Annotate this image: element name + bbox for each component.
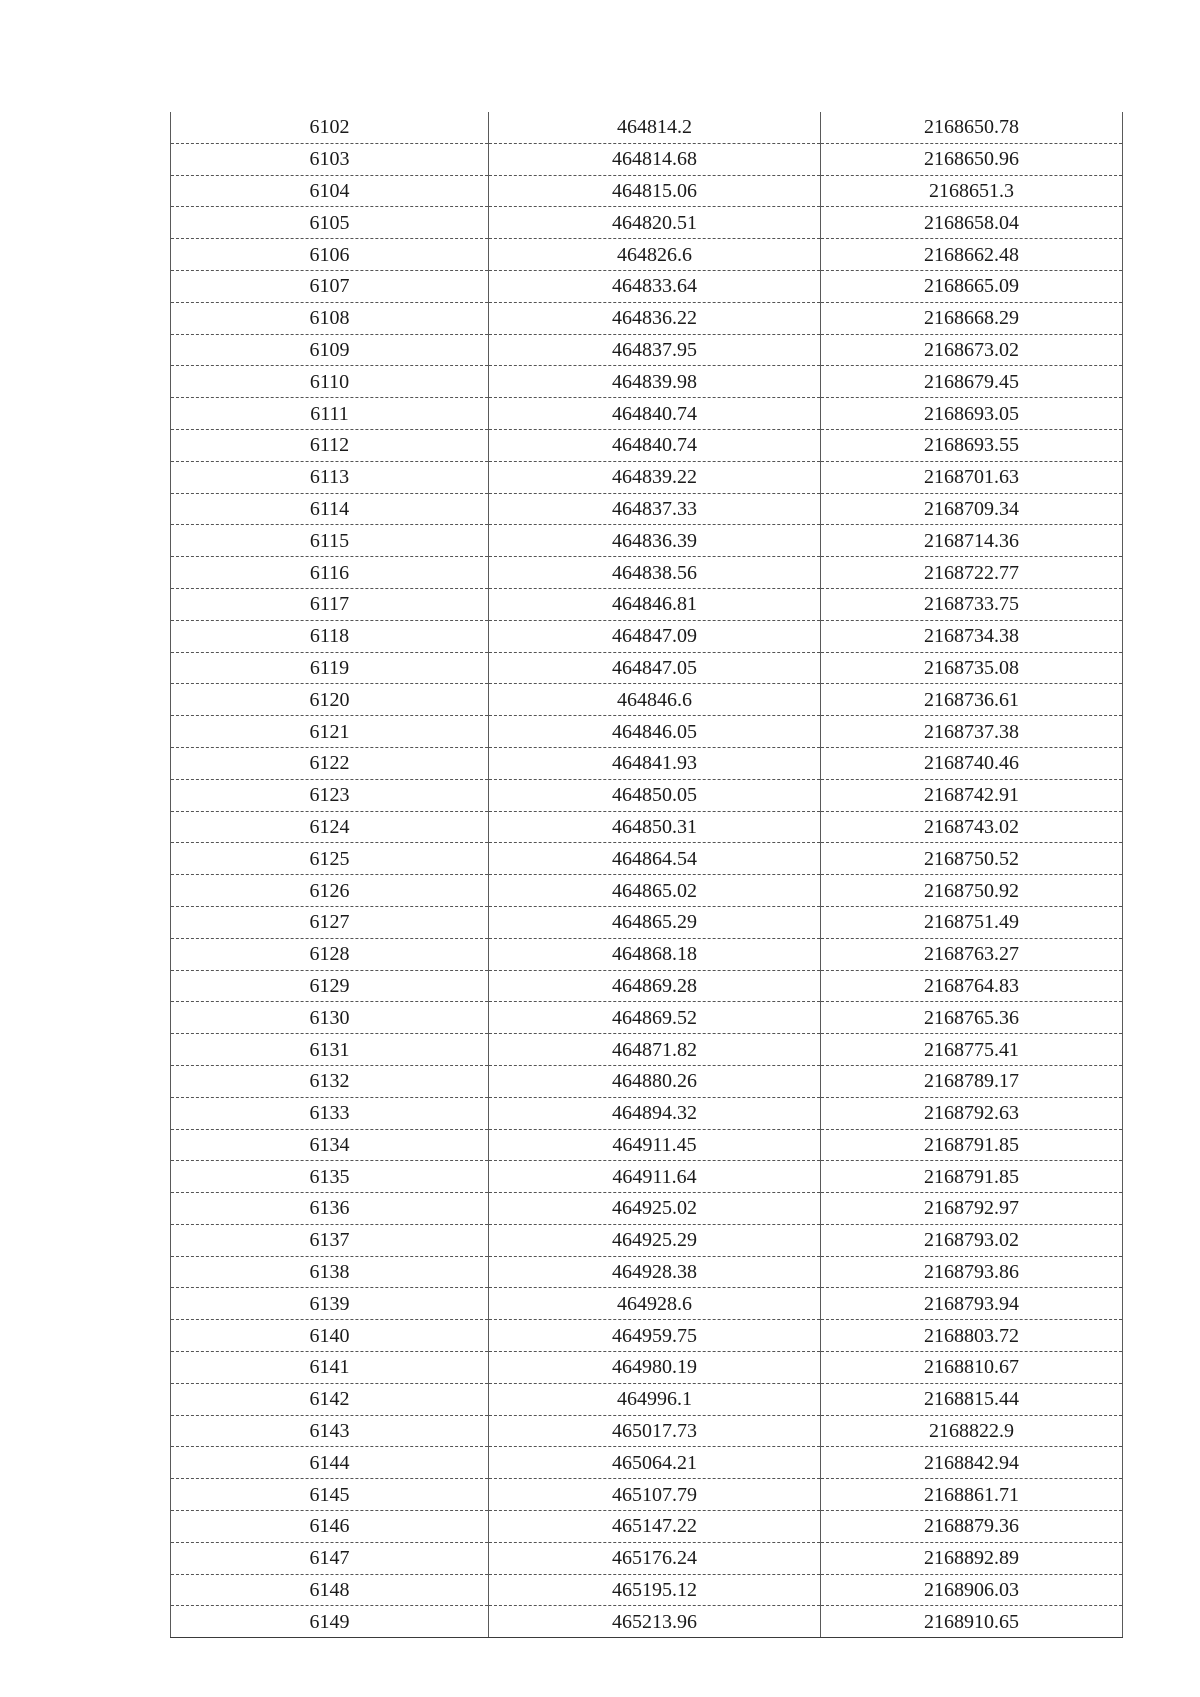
y-coordinate-cell: 2168665.09 — [821, 270, 1123, 302]
y-coordinate-cell: 2168793.94 — [821, 1288, 1123, 1320]
y-coordinate-cell: 2168734.38 — [821, 620, 1123, 652]
table-row — [171, 366, 1123, 398]
point-number-cell: 6131 — [171, 1034, 489, 1066]
y-coordinate-cell: 2168910.65 — [821, 1606, 1123, 1638]
x-coordinate-cell: 464838.56 — [489, 557, 821, 589]
y-coordinate-cell: 2168892.89 — [821, 1542, 1123, 1574]
table-row — [171, 557, 1123, 589]
y-coordinate-cell: 2168679.45 — [821, 366, 1123, 398]
y-coordinate-cell: 2168822.9 — [821, 1415, 1123, 1447]
y-coordinate-cell: 2168791.85 — [821, 1161, 1123, 1193]
table-row — [171, 302, 1123, 334]
table-row — [171, 906, 1123, 938]
table-row — [171, 1224, 1123, 1256]
x-coordinate-cell: 464814.2 — [489, 112, 821, 143]
table-row — [171, 779, 1123, 811]
table-row — [171, 970, 1123, 1002]
x-coordinate-cell: 464911.64 — [489, 1161, 821, 1193]
point-number-cell: 6133 — [171, 1097, 489, 1129]
y-coordinate-cell: 2168763.27 — [821, 938, 1123, 970]
table-row — [171, 461, 1123, 493]
point-number-cell: 6112 — [171, 429, 489, 461]
y-coordinate-cell: 2168737.38 — [821, 716, 1123, 748]
table-row — [171, 716, 1123, 748]
x-coordinate-cell: 465064.21 — [489, 1447, 821, 1479]
table-row — [171, 1479, 1123, 1511]
x-coordinate-cell: 464836.22 — [489, 302, 821, 334]
y-coordinate-cell: 2168842.94 — [821, 1447, 1123, 1479]
x-coordinate-cell: 464925.02 — [489, 1193, 821, 1225]
x-coordinate-cell: 465147.22 — [489, 1511, 821, 1543]
point-number-cell: 6139 — [171, 1288, 489, 1320]
table-row — [171, 1193, 1123, 1225]
x-coordinate-cell: 465195.12 — [489, 1574, 821, 1606]
point-number-cell: 6114 — [171, 493, 489, 525]
point-number-cell: 6138 — [171, 1256, 489, 1288]
table-row — [171, 1606, 1123, 1638]
y-coordinate-cell: 2168775.41 — [821, 1034, 1123, 1066]
table-row — [171, 620, 1123, 652]
x-coordinate-cell: 464871.82 — [489, 1034, 821, 1066]
table-row — [171, 1002, 1123, 1034]
y-coordinate-cell: 2168793.86 — [821, 1256, 1123, 1288]
coordinate-table-body — [171, 112, 1123, 1638]
x-coordinate-cell: 464837.33 — [489, 493, 821, 525]
y-coordinate-cell: 2168709.34 — [821, 493, 1123, 525]
point-number-cell: 6132 — [171, 1065, 489, 1097]
x-coordinate-cell: 464850.05 — [489, 779, 821, 811]
y-coordinate-cell: 2168658.04 — [821, 207, 1123, 239]
x-coordinate-cell: 464928.6 — [489, 1288, 821, 1320]
y-coordinate-cell: 2168673.02 — [821, 334, 1123, 366]
x-coordinate-cell: 464840.74 — [489, 429, 821, 461]
y-coordinate-cell: 2168736.61 — [821, 684, 1123, 716]
point-number-cell: 6103 — [171, 143, 489, 175]
y-coordinate-cell: 2168861.71 — [821, 1479, 1123, 1511]
x-coordinate-cell: 464820.51 — [489, 207, 821, 239]
table-row — [171, 239, 1123, 271]
x-coordinate-cell: 464959.75 — [489, 1320, 821, 1352]
point-number-cell: 6122 — [171, 747, 489, 779]
y-coordinate-cell: 2168789.17 — [821, 1065, 1123, 1097]
y-coordinate-cell: 2168743.02 — [821, 811, 1123, 843]
point-number-cell: 6113 — [171, 461, 489, 493]
point-number-cell: 6102 — [171, 112, 489, 143]
y-coordinate-cell: 2168792.63 — [821, 1097, 1123, 1129]
table-row — [171, 1097, 1123, 1129]
point-number-cell: 6142 — [171, 1383, 489, 1415]
x-coordinate-cell: 464864.54 — [489, 843, 821, 875]
table-row — [171, 684, 1123, 716]
table-row — [171, 1065, 1123, 1097]
point-number-cell: 6148 — [171, 1574, 489, 1606]
table-row — [171, 334, 1123, 366]
table-row — [171, 175, 1123, 207]
x-coordinate-cell: 464836.39 — [489, 525, 821, 557]
point-number-cell: 6116 — [171, 557, 489, 589]
point-number-cell: 6111 — [171, 398, 489, 430]
x-coordinate-cell: 464826.6 — [489, 239, 821, 271]
point-number-cell: 6125 — [171, 843, 489, 875]
table-row — [171, 429, 1123, 461]
x-coordinate-cell: 464925.29 — [489, 1224, 821, 1256]
point-number-cell: 6143 — [171, 1415, 489, 1447]
x-coordinate-cell: 465107.79 — [489, 1479, 821, 1511]
point-number-cell: 6121 — [171, 716, 489, 748]
y-coordinate-cell: 2168906.03 — [821, 1574, 1123, 1606]
x-coordinate-cell: 464869.52 — [489, 1002, 821, 1034]
point-number-cell: 6137 — [171, 1224, 489, 1256]
point-number-cell: 6106 — [171, 239, 489, 271]
y-coordinate-cell: 2168668.29 — [821, 302, 1123, 334]
point-number-cell: 6110 — [171, 366, 489, 398]
point-number-cell: 6115 — [171, 525, 489, 557]
x-coordinate-cell: 464850.31 — [489, 811, 821, 843]
table-row — [171, 112, 1123, 143]
x-coordinate-cell: 464837.95 — [489, 334, 821, 366]
table-row — [171, 525, 1123, 557]
y-coordinate-cell: 2168879.36 — [821, 1511, 1123, 1543]
y-coordinate-cell: 2168693.05 — [821, 398, 1123, 430]
y-coordinate-cell: 2168793.02 — [821, 1224, 1123, 1256]
point-number-cell: 6117 — [171, 588, 489, 620]
x-coordinate-cell: 465017.73 — [489, 1415, 821, 1447]
y-coordinate-cell: 2168701.63 — [821, 461, 1123, 493]
point-number-cell: 6108 — [171, 302, 489, 334]
table-row — [171, 1034, 1123, 1066]
point-number-cell: 6147 — [171, 1542, 489, 1574]
x-coordinate-cell: 464847.09 — [489, 620, 821, 652]
table-row — [171, 1352, 1123, 1384]
x-coordinate-cell: 464839.22 — [489, 461, 821, 493]
table-row — [171, 1415, 1123, 1447]
table-row — [171, 143, 1123, 175]
y-coordinate-cell: 2168651.3 — [821, 175, 1123, 207]
table-row — [171, 270, 1123, 302]
x-coordinate-cell: 464814.68 — [489, 143, 821, 175]
point-number-cell: 6107 — [171, 270, 489, 302]
table-row — [171, 747, 1123, 779]
y-coordinate-cell: 2168722.77 — [821, 557, 1123, 589]
point-number-cell: 6149 — [171, 1606, 489, 1638]
y-coordinate-cell: 2168764.83 — [821, 970, 1123, 1002]
point-number-cell: 6134 — [171, 1129, 489, 1161]
point-number-cell: 6127 — [171, 906, 489, 938]
y-coordinate-cell: 2168791.85 — [821, 1129, 1123, 1161]
y-coordinate-cell: 2168735.08 — [821, 652, 1123, 684]
x-coordinate-cell: 464894.32 — [489, 1097, 821, 1129]
coordinate-table — [170, 112, 1123, 1638]
x-coordinate-cell: 464833.64 — [489, 270, 821, 302]
table-row — [171, 1129, 1123, 1161]
x-coordinate-cell: 465176.24 — [489, 1542, 821, 1574]
table-row — [171, 652, 1123, 684]
y-coordinate-cell: 2168751.49 — [821, 906, 1123, 938]
x-coordinate-cell: 464980.19 — [489, 1352, 821, 1384]
table-row — [171, 207, 1123, 239]
table-row — [171, 1447, 1123, 1479]
y-coordinate-cell: 2168650.78 — [821, 112, 1123, 143]
x-coordinate-cell: 464847.05 — [489, 652, 821, 684]
x-coordinate-cell: 464880.26 — [489, 1065, 821, 1097]
y-coordinate-cell: 2168650.96 — [821, 143, 1123, 175]
x-coordinate-cell: 464846.81 — [489, 588, 821, 620]
table-row — [171, 843, 1123, 875]
x-coordinate-cell: 464841.93 — [489, 747, 821, 779]
point-number-cell: 6130 — [171, 1002, 489, 1034]
point-number-cell: 6118 — [171, 620, 489, 652]
table-row — [171, 938, 1123, 970]
table-row — [171, 1574, 1123, 1606]
table-row — [171, 1161, 1123, 1193]
point-number-cell: 6105 — [171, 207, 489, 239]
x-coordinate-cell: 464815.06 — [489, 175, 821, 207]
y-coordinate-cell: 2168714.36 — [821, 525, 1123, 557]
table-row — [171, 493, 1123, 525]
y-coordinate-cell: 2168792.97 — [821, 1193, 1123, 1225]
y-coordinate-cell: 2168815.44 — [821, 1383, 1123, 1415]
x-coordinate-cell: 464846.05 — [489, 716, 821, 748]
y-coordinate-cell: 2168742.91 — [821, 779, 1123, 811]
x-coordinate-cell: 464868.18 — [489, 938, 821, 970]
x-coordinate-cell: 464865.02 — [489, 875, 821, 907]
x-coordinate-cell: 464865.29 — [489, 906, 821, 938]
point-number-cell: 6140 — [171, 1320, 489, 1352]
point-number-cell: 6124 — [171, 811, 489, 843]
table-row — [171, 1320, 1123, 1352]
table-row — [171, 1256, 1123, 1288]
point-number-cell: 6141 — [171, 1352, 489, 1384]
table-row — [171, 588, 1123, 620]
point-number-cell: 6120 — [171, 684, 489, 716]
y-coordinate-cell: 2168810.67 — [821, 1352, 1123, 1384]
point-number-cell: 6144 — [171, 1447, 489, 1479]
point-number-cell: 6109 — [171, 334, 489, 366]
table-row — [171, 1383, 1123, 1415]
x-coordinate-cell: 464869.28 — [489, 970, 821, 1002]
point-number-cell: 6126 — [171, 875, 489, 907]
point-number-cell: 6119 — [171, 652, 489, 684]
table-row — [171, 1288, 1123, 1320]
point-number-cell: 6146 — [171, 1511, 489, 1543]
x-coordinate-cell: 464839.98 — [489, 366, 821, 398]
x-coordinate-cell: 465213.96 — [489, 1606, 821, 1638]
y-coordinate-cell: 2168803.72 — [821, 1320, 1123, 1352]
point-number-cell: 6135 — [171, 1161, 489, 1193]
table-row — [171, 875, 1123, 907]
point-number-cell: 6145 — [171, 1479, 489, 1511]
x-coordinate-cell: 464911.45 — [489, 1129, 821, 1161]
y-coordinate-cell: 2168662.48 — [821, 239, 1123, 271]
y-coordinate-cell: 2168733.75 — [821, 588, 1123, 620]
point-number-cell: 6136 — [171, 1193, 489, 1225]
x-coordinate-cell: 464846.6 — [489, 684, 821, 716]
x-coordinate-cell: 464996.1 — [489, 1383, 821, 1415]
y-coordinate-cell: 2168750.92 — [821, 875, 1123, 907]
x-coordinate-cell: 464928.38 — [489, 1256, 821, 1288]
point-number-cell: 6104 — [171, 175, 489, 207]
y-coordinate-cell: 2168740.46 — [821, 747, 1123, 779]
point-number-cell: 6123 — [171, 779, 489, 811]
point-number-cell: 6128 — [171, 938, 489, 970]
y-coordinate-cell: 2168693.55 — [821, 429, 1123, 461]
table-row — [171, 1542, 1123, 1574]
table-row — [171, 1511, 1123, 1543]
table-row — [171, 398, 1123, 430]
x-coordinate-cell: 464840.74 — [489, 398, 821, 430]
point-number-cell: 6129 — [171, 970, 489, 1002]
y-coordinate-cell: 2168750.52 — [821, 843, 1123, 875]
table-row — [171, 811, 1123, 843]
y-coordinate-cell: 2168765.36 — [821, 1002, 1123, 1034]
